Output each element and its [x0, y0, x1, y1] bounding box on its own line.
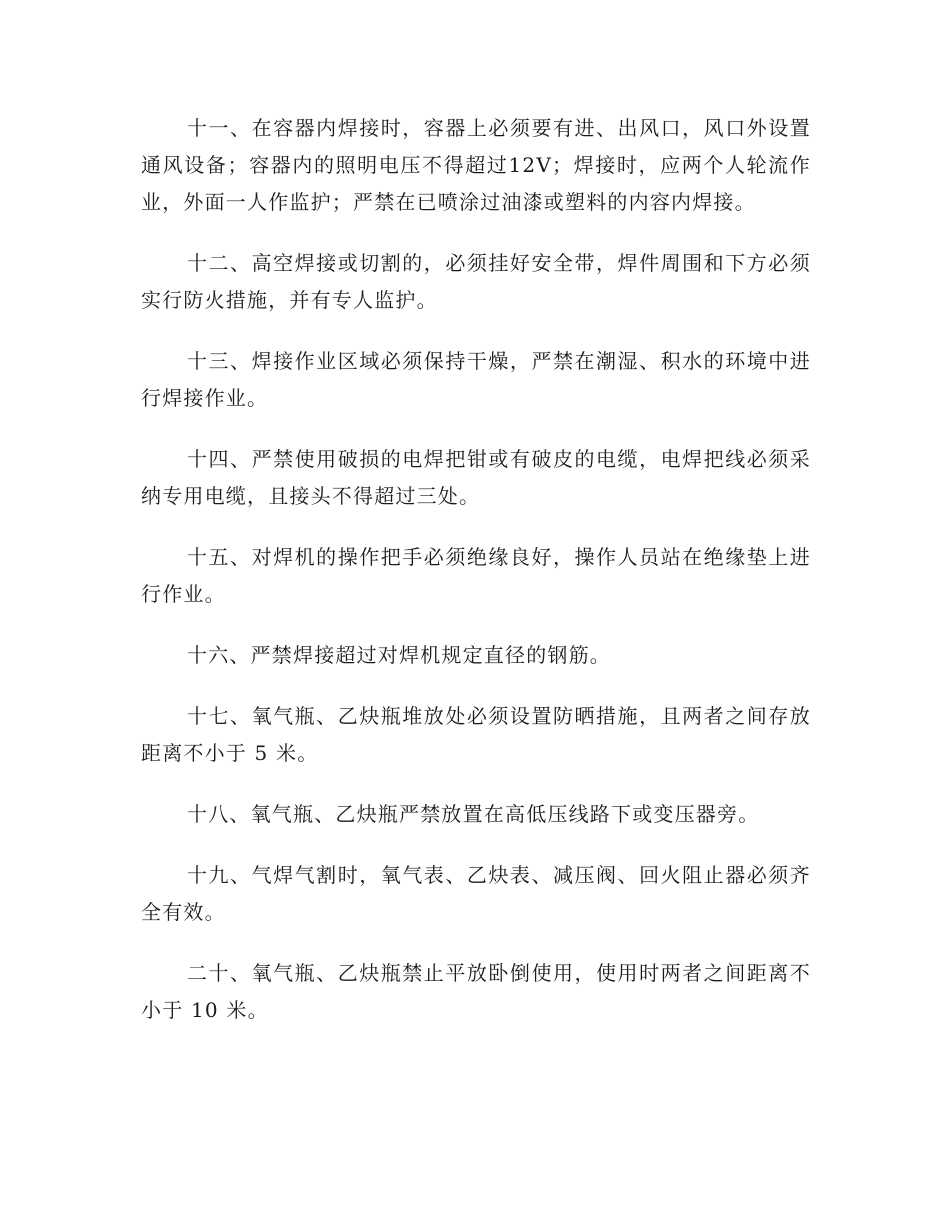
document-body [141, 110, 811, 1053]
paragraph-15: 十五、对焊机的操作把手必须绝缘良好，操作人员站在绝缘垫上进行作业。 [141, 545, 811, 606]
paragraph-13: 十三、焊接作业区域必须保持干燥，严禁在潮湿、积水的环境中进行焊接作业。 [141, 349, 811, 410]
paragraph-14: 十四、严禁使用破损的电焊把钳或有破皮的电缆，电焊把线必须采纳专用电缆，且接头不得超过三处。 [141, 447, 811, 508]
paragraph-12: 十二、高空焊接或切割的，必须挂好安全带，焊件周围和下方必须实行防火措施，并有专人监护。 [141, 251, 811, 312]
paragraph-17: 十七、氧气瓶、乙炔瓶堆放处必须设置防晒措施，且两者之间存放距离不小于 5 米。 [141, 704, 811, 765]
paragraph-20: 二十、氧气瓶、乙炔瓶禁止平放卧倒使用，使用时两者之间距离不小于 10 米。 [141, 961, 811, 1022]
paragraph-11: 十一、在容器内焊接时，容器上必须要有进、出风口，风口外设置通风设备；容器内的照明电压不得超过12V；焊接时，应两个人轮流作业，外面一人作监护；严禁在已喷涂过油漆或塑料的内容内焊接。 [141, 116, 811, 214]
paragraph-18: 十八、氧气瓶、乙炔瓶严禁放置在高低压线路下或变压器旁。 [187, 802, 760, 826]
paragraph-19: 十九、气焊气割时，氧气表、乙炔表、减压阀、回火阻止器必须齐全有效。 [141, 863, 811, 924]
paragraph-16: 十六、严禁焊接超过对焊机规定直径的钢筋。 [187, 643, 611, 667]
